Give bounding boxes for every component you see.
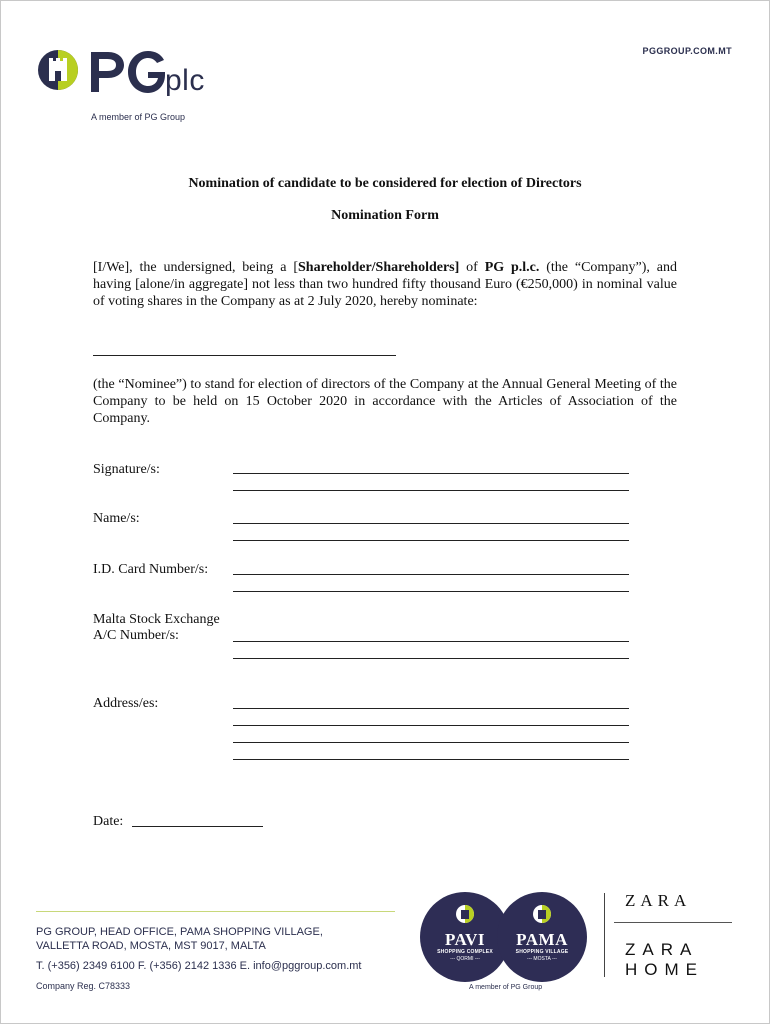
zara-logo: ZARA	[625, 891, 692, 910]
address-line-2[interactable]	[233, 725, 629, 726]
zara-home-logo-line1: ZARA	[625, 940, 699, 959]
intro-part3: (the “Company”), and having [alone/in aggregate] not less than two hundred fifty thousand Euro (€250,000) in nominal value of voting shares in the Company as at 2 July 2020, hereby nominate:	[93, 260, 677, 309]
footer-contact: T. (+356) 2349 6100 F. (+356) 2142 1336 E. info@pggroup.com.mt	[36, 960, 362, 972]
address-line-3[interactable]	[233, 742, 629, 743]
intro-bold-company: PG p.l.c.	[484, 260, 540, 275]
date-label: Date:	[93, 814, 124, 829]
form-title: Nomination of candidate to be considered for election of Directors	[188, 176, 582, 191]
pama-tower-icon	[533, 904, 551, 924]
mse-label-line2: A/C Number/s:	[93, 628, 179, 643]
pavi-tower-icon	[456, 904, 474, 924]
footer-rule	[36, 911, 395, 912]
mse-label-line1: Malta Stock Exchange	[93, 612, 220, 627]
zara-home-logo-line2: HOME	[625, 960, 704, 979]
address-label: Address/es:	[93, 696, 159, 711]
signature-label: Signature/s:	[93, 462, 160, 477]
intro-part1: [I/We], the undersigned, being a [	[93, 260, 299, 275]
zara-rule	[614, 922, 732, 923]
id-card-line-1[interactable]	[233, 574, 629, 575]
id-card-line-2[interactable]	[233, 591, 629, 592]
logo-plc-text: plc	[165, 64, 205, 97]
brand-separator	[604, 893, 605, 977]
intro-part2: of	[459, 260, 485, 275]
date-line[interactable]	[132, 826, 263, 827]
footer-member-line: A member of PG Group	[469, 984, 543, 991]
footer-company-reg: Company Reg. C78333	[36, 981, 131, 991]
footer-address-line2: VALLETTA ROAD, MOSTA, MST 9017, MALTA	[36, 940, 266, 952]
pama-sub: SHOPPING VILLAGE	[515, 949, 569, 955]
address-line-1[interactable]	[233, 708, 629, 709]
intro-bold-shareholder: Shareholder/Shareholders]	[298, 260, 460, 275]
address-line-4[interactable]	[233, 759, 629, 760]
nominee-name-line[interactable]	[93, 355, 396, 356]
pama-badge	[497, 892, 587, 982]
pavi-sub: SHOPPING COMPLEX	[437, 949, 493, 955]
pama-name: PAMA	[516, 930, 568, 949]
pg-logo	[36, 44, 166, 101]
mse-line-2[interactable]	[233, 658, 629, 659]
mse-line-1[interactable]	[233, 641, 629, 642]
pama-location: --- MOSTA ---	[527, 956, 557, 962]
names-line-1[interactable]	[233, 523, 629, 524]
website-url: PGGROUP.COM.MT	[642, 46, 732, 56]
id-card-label: I.D. Card Number/s:	[93, 562, 209, 577]
intro-paragraph	[93, 259, 677, 310]
signature-line-1[interactable]	[233, 473, 629, 474]
logo-member-line: A member of PG Group	[91, 112, 186, 122]
footer-address-line1: PG GROUP, HEAD OFFICE, PAMA SHOPPING VILLAGE,	[36, 926, 323, 938]
names-label: Name/s:	[93, 511, 140, 526]
form-subtitle: Nomination Form	[331, 208, 439, 223]
signature-line-2[interactable]	[233, 490, 629, 491]
pavi-name: PAVI	[444, 930, 486, 949]
names-line-2[interactable]	[233, 540, 629, 541]
pavi-location: --- QORMI ---	[450, 956, 480, 962]
nominee-paragraph: (the “Nominee”) to stand for election of directors of the Company at the Annual General Meeting of the Company to be held on 15 October 2020 in accordance with the Articles of Association of the Company.	[93, 377, 677, 426]
